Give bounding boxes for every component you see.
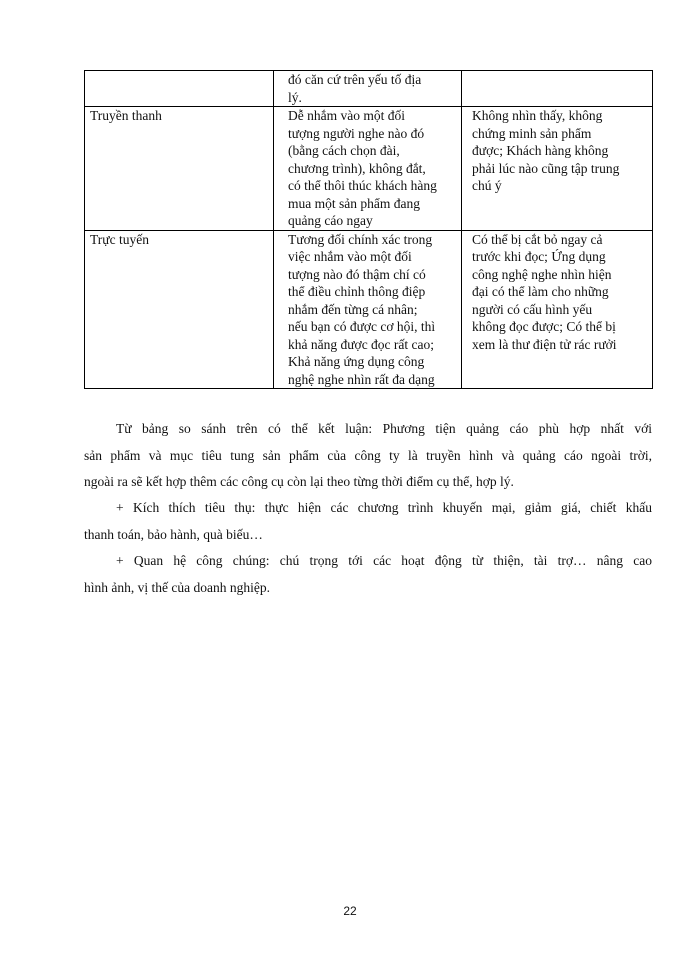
cell-disadvantages: Không nhìn thấy, không chứng minh sản phẩm được; Khách hàng không phải lúc nào cũng tập trung chú ý	[462, 107, 653, 231]
cell-disadvantages: Có thể bị cắt bỏ ngay cả trước khi đọc; Ứng dụng công nghệ nghe nhìn hiện đại có thể làm cho những người có cấu hình yếu không đọc được; Có thể bị xem là thư điện tử rác rưởi	[462, 230, 653, 389]
public-relations-paragraph: + Quan hệ công chúng: chú trọng tới các hoạt động từ thiện, tài trợ… nâng cao hình ảnh, vị thế của doanh nghiệp.	[84, 553, 652, 595]
conclusion-paragraph: Từ bảng so sánh trên có thể kết luận: Phương tiện quảng cáo phù hợp nhất với sản phẩm và mục tiêu tung sản phẩm của công ty là truyền hình và quảng cáo ngoài trời, ngoài ra sẽ kết hợp thêm các công cụ còn lại theo từng thời điểm cụ thể, hợp lý.	[84, 421, 652, 489]
page-number: 22	[343, 904, 357, 918]
cell-advantages: Dễ nhắm vào một đối tượng người nghe nào đó (bằng cách chọn đài, chương trình), không đắt, có thể thôi thúc khách hàng mua một sản phẩm đang quảng cáo ngay	[274, 107, 462, 231]
cell-advantages: đó căn cứ trên yếu tố địa lý.	[274, 71, 462, 107]
table-row	[85, 107, 653, 231]
cell-advantages: Tương đối chính xác trong việc nhắm vào một đối tượng nào đó thậm chí có thể điều chỉnh thông điệp nhắm đến từng cá nhân; nếu bạn có được cơ hội, thì khả năng được đọc rất cao; Khả năng ứng dụng công nghệ nghe nhìn rất đa dạng	[274, 230, 462, 389]
sales-promotion-paragraph: + Kích thích tiêu thụ: thực hiện các chương trình khuyến mại, giảm giá, chiết khấu thanh toán, bảo hành, quà biếu…	[84, 500, 652, 542]
cell-category: Truyền thanh	[85, 107, 274, 231]
table-row	[85, 71, 653, 107]
table-row	[85, 230, 653, 389]
comparison-table	[84, 70, 653, 389]
cell-category: Trực tuyến	[85, 230, 274, 389]
cell-disadvantages	[462, 71, 653, 107]
cell-category	[85, 71, 274, 107]
